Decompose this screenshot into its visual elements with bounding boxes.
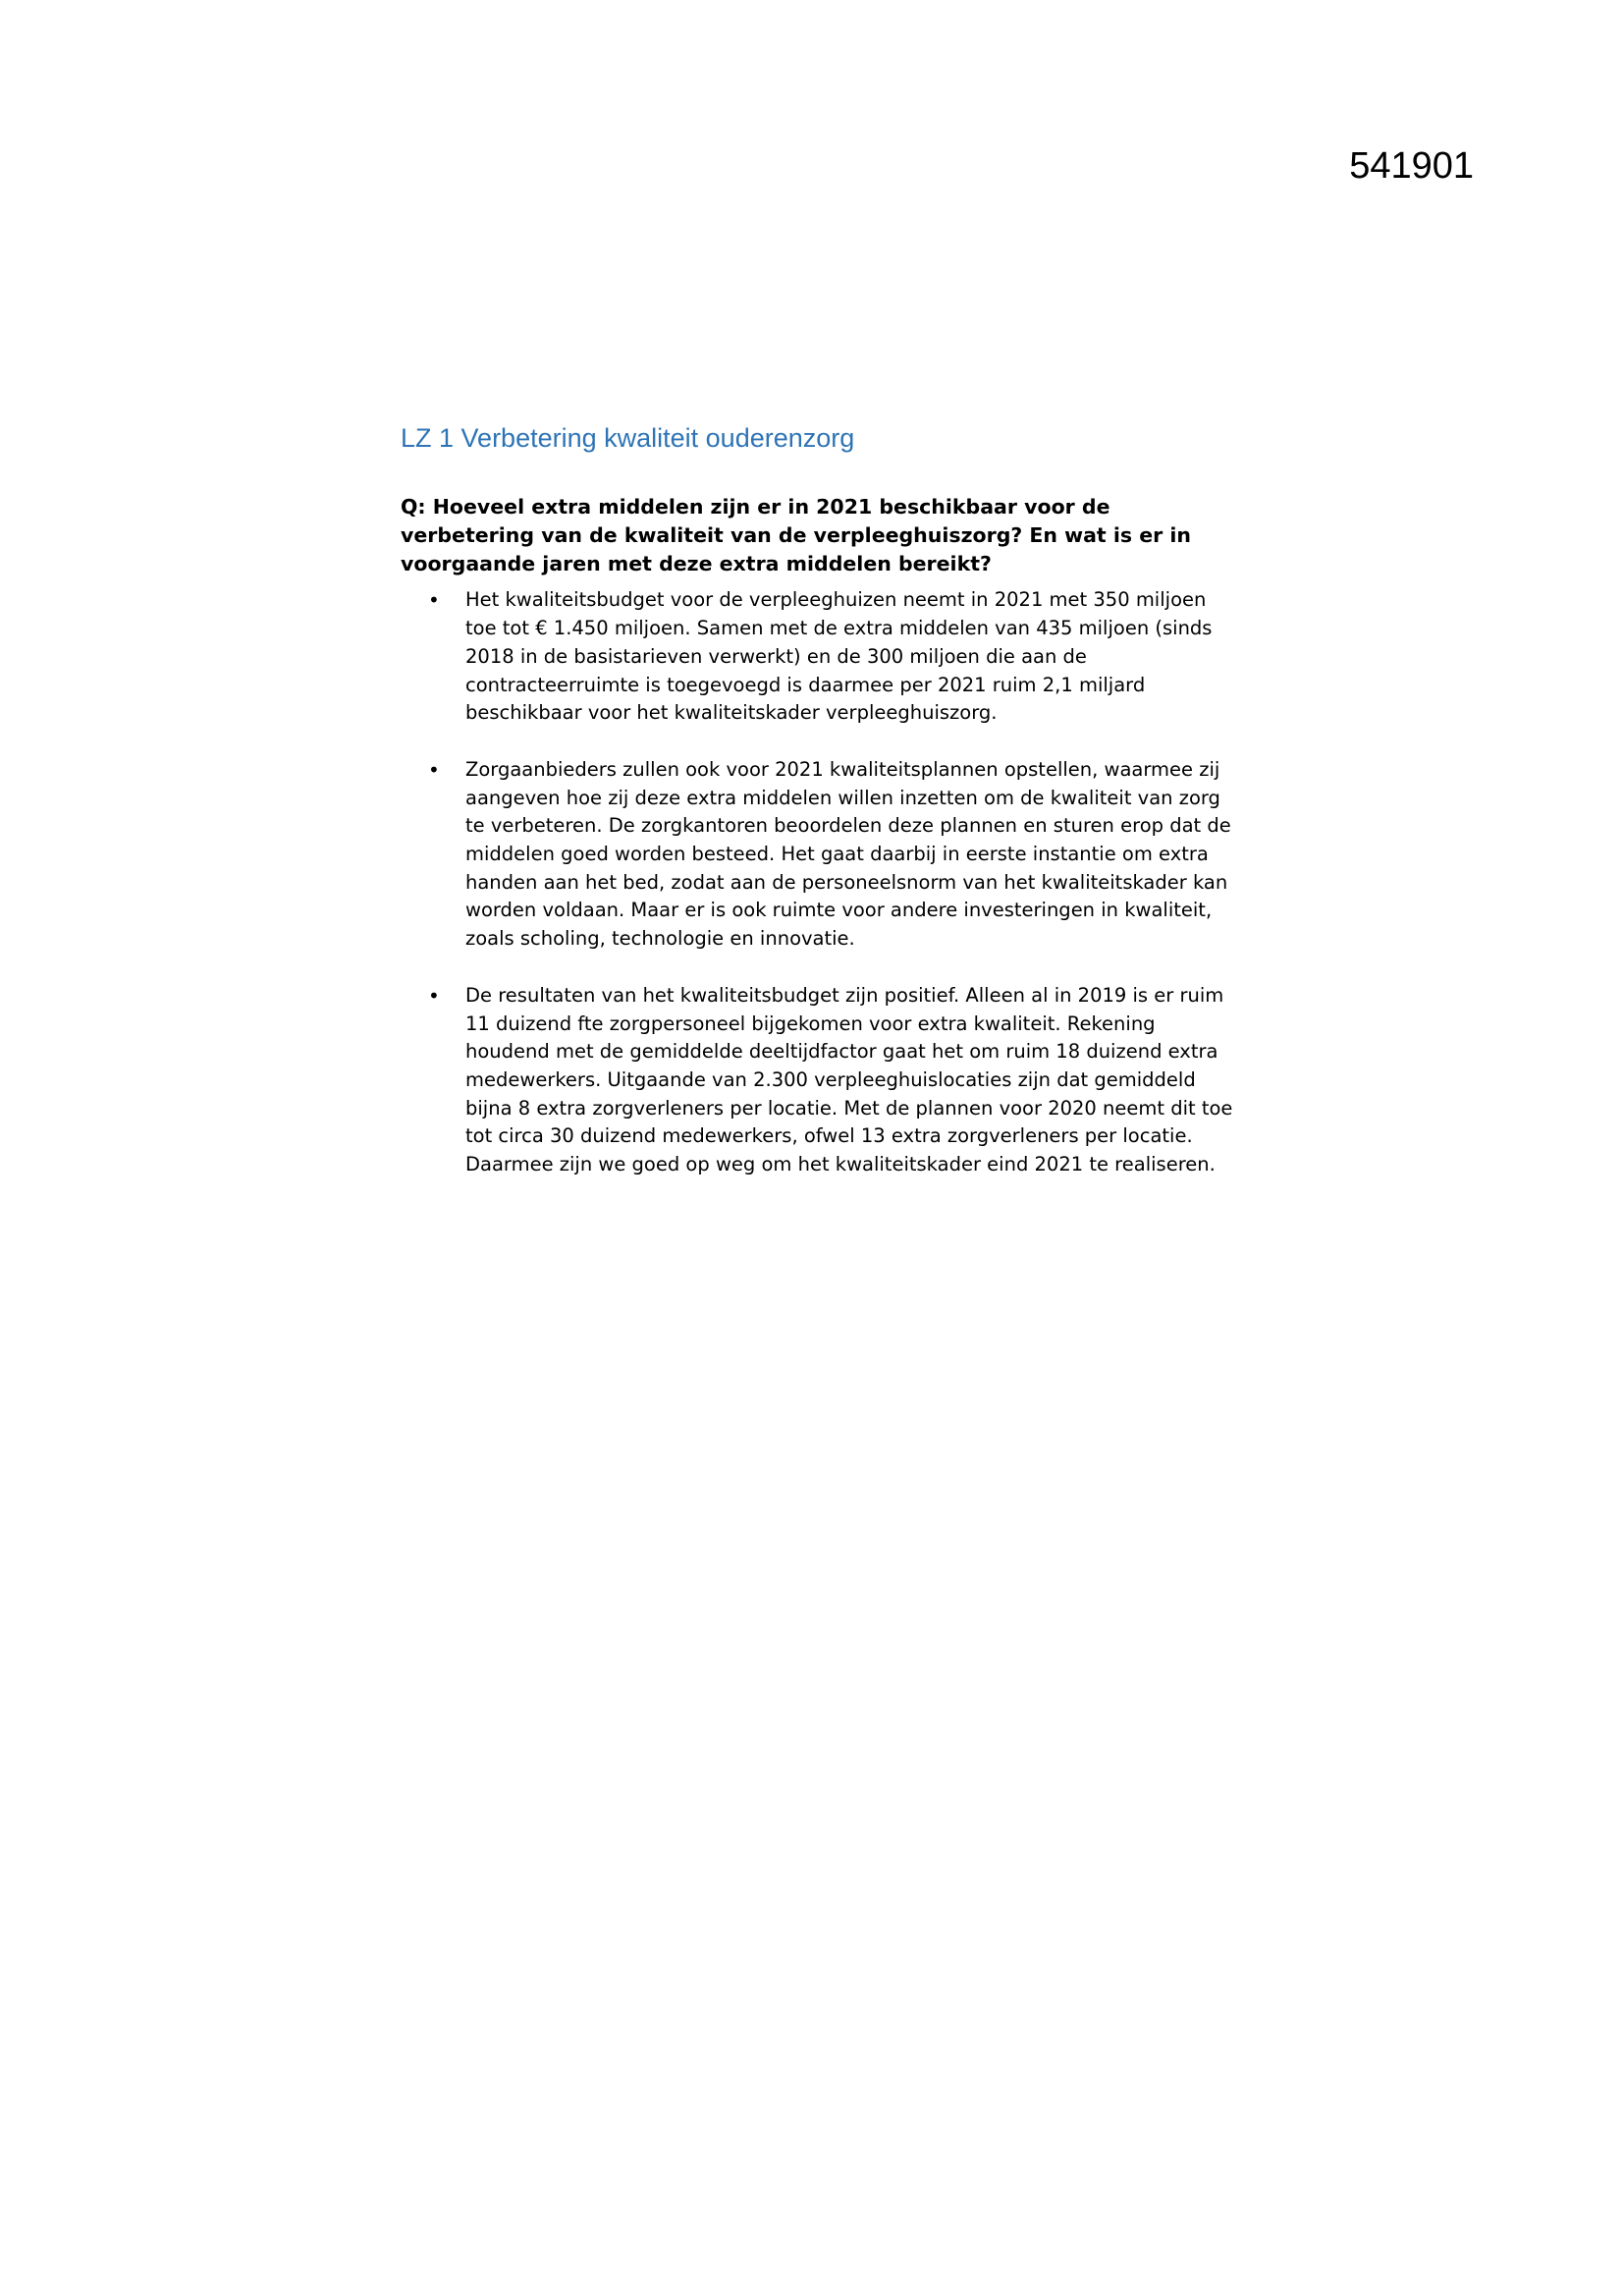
list-item <box>401 586 1245 728</box>
question-text: Q: Hoeveel extra middelen zijn er in 2021 beschikbaar voor de verbetering van de kwaliteit van de verpleeghuiszorg? En wat is er in voorgaande jaren met deze extra middelen bereikt? <box>401 495 1191 576</box>
answer-text: Zorgaanbieders zullen ook voor 2021 kwaliteitsplannen opstellen, waarmee zij aangeven hoe zij deze extra middelen willen inzetten om de kwaliteit van zorg te verbeteren. De zorgkantoren beoordelen deze plannen en sturen erop dat de middelen goed worden besteed. Het gaat daarbij in eerste instantie om extra handen aan het bed, zodat aan de personeelsnorm van het kwaliteitskader kan worden voldaan. Maar er is ook ruimte voor andere investeringen in kwaliteit, zoals scholing, technologie en innovatie. <box>465 757 1231 951</box>
bullet-icon: • <box>428 983 440 1008</box>
list-item <box>401 982 1245 1179</box>
bullet-icon: • <box>428 757 440 782</box>
answer-text: Het kwaliteitsbudget voor de verpleeghuizen neemt in 2021 met 350 miljoen toe tot € 1.450 miljoen. Samen met de extra middelen van 435 miljoen (sinds 2018 in de basistarieven verwerkt) en de 300 miljoen die aan de contracteerruimte is toegevoegd is daarmee per 2021 ruim 2,1 miljard beschikbaar voor het kwaliteitskader verpleeghuiszorg. <box>465 588 1213 725</box>
list-item <box>401 756 1245 954</box>
bullet-icon: • <box>428 588 440 613</box>
section-heading: LZ 1 Verbetering kwaliteit ouderenzorg <box>401 423 855 453</box>
answer-list <box>401 586 1245 1178</box>
answer-text: De resultaten van het kwaliteitsbudget zijn positief. Alleen al in 2019 is er ruim 11 duizend fte zorgpersoneel bijgekomen voor extra kwaliteit. Rekening houdend met de gemiddelde deeltijdfactor gaat het om ruim 18 duizend extra medewerkers. Uitgaande van 2.300 verpleeghuislocaties zijn dat gemiddeld bijna 8 extra zorgverleners per locatie. Met de plannen voor 2020 neemt dit toe tot circa 30 duizend medewerkers, ofwel 13 extra zorgverleners per locatie. Daarmee zijn we goed op weg om het kwaliteitskader eind 2021 te realiseren. <box>465 983 1233 1176</box>
document-body <box>401 422 1245 1208</box>
document-number: 541901 <box>1349 145 1474 187</box>
